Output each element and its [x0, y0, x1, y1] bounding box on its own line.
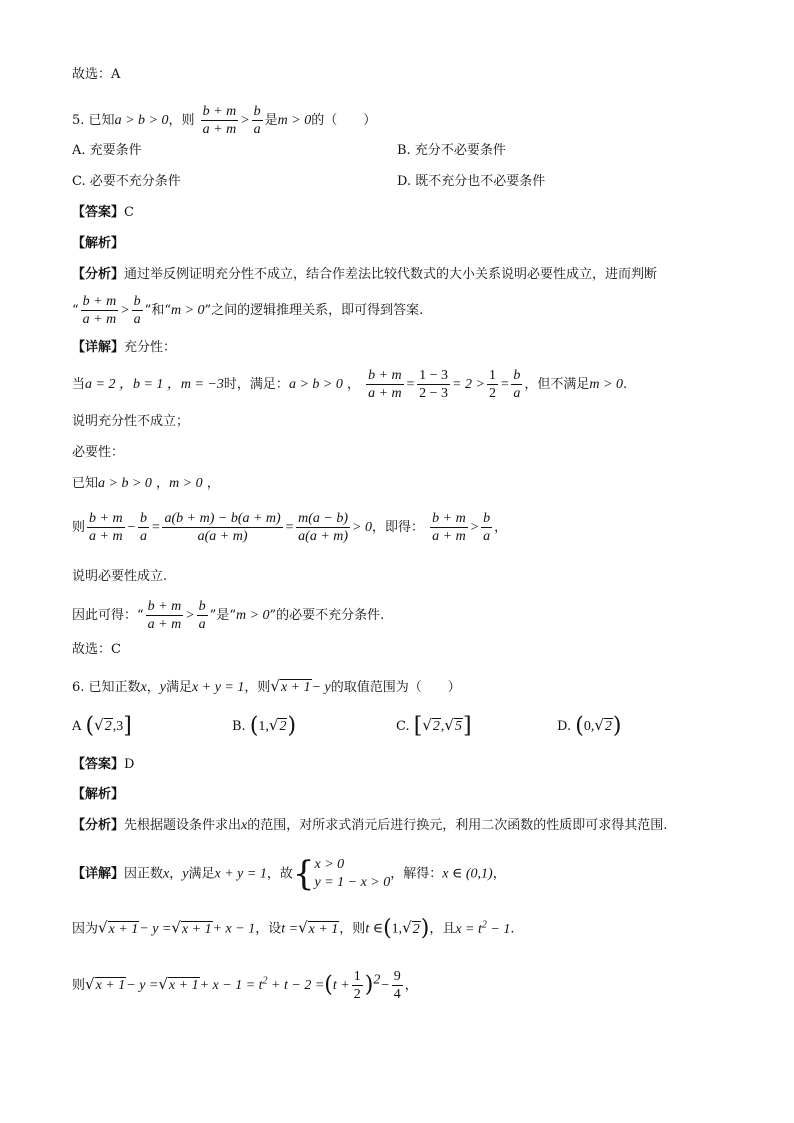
fraction: $\frac{1}{2}$: [353, 969, 361, 1002]
q5-option-b[interactable]: B. 充分不必要条件: [397, 143, 506, 158]
q5-option-c[interactable]: C. 必要不充分条件: [72, 174, 181, 189]
q5-not-sufficient: 说明充分性不成立；: [72, 414, 190, 429]
q6-analysis-heading: 【解析】: [72, 787, 125, 802]
fraction: $\frac{b + m}{a + m}$: [82, 294, 117, 327]
q5-detail-heading: 【详解】充分性：: [72, 340, 177, 355]
fraction: $\frac{b + m}{a + m}$: [202, 104, 237, 137]
q5-counterexample: 当a = 2 ，b = 1 ，m = −3时，满足：a > b > 0 ， $\frac{b + m}{a + m}$ = $\frac{1 - 3}{2 - 3}$ = 2 > $\frac{1}{2}$ = $\frac{b}{a}$ ，但不满足m > 0.: [72, 368, 628, 401]
q6-detail: 【详解】因正数x，y满足x + y = 1，故{ x > 0 y = 1 − x > 0 ，解得：x ∈ (0,1)，: [72, 854, 506, 894]
fraction: $\frac{b}{a}$: [133, 294, 141, 327]
fraction: $\frac{b + m}{a + m}$: [432, 511, 466, 544]
fraction: $\frac{b + m}{a + m}$: [89, 511, 123, 544]
fraction: $\frac{b}{a}$: [483, 511, 491, 544]
q5-conclusion: 因此可得：“ $\frac{b + m}{a + m}$ > $\frac{b}{a}$ ”是“m > 0”的必要不充分条件.: [72, 599, 385, 632]
q5-analysis-heading: 【解析】: [72, 236, 125, 251]
q5-answer: 【答案】C: [72, 205, 134, 220]
q6-stem: 6. 已知正数x，y满足x + y = 1，则√x + 1− y的取值范围为（ ）: [72, 677, 461, 695]
fraction: $\frac{b + m}{a + m}$: [147, 599, 182, 632]
q5-option-a[interactable]: A. 充要条件: [72, 143, 142, 158]
fraction: $\frac{b}{a}$: [253, 104, 261, 137]
fraction: $\frac{a(b + m) - b(a + m)}{a(a + m)}$: [164, 511, 281, 544]
q5-known: 已知a > b > 0 ，m > 0 ，: [72, 476, 220, 491]
q5-option-d[interactable]: D. 既不充分也不必要条件: [397, 174, 546, 189]
q6-answer: 【答案】D: [72, 757, 135, 772]
fraction: $\frac{b}{a}$: [513, 368, 521, 401]
q6-option-c[interactable]: C. [√2,√5]: [396, 713, 472, 739]
q6-substitution: 因为√x + 1− y =√x + 1+ x − 1，设t =√x + 1，则t ∈(1,√2)，且$x = t^2 - 1$.: [72, 916, 515, 942]
q5-final: 故选：C: [72, 642, 121, 657]
q6-fenxi: 【分析】先根据题设条件求出x的范围，对所求式消元后进行换元，利用二次函数的性质即可求得其范围.: [72, 818, 668, 833]
q5-number: 5.: [72, 113, 85, 128]
q5-subtraction: 则 $\frac{b + m}{a + m}$ − $\frac{b}{a}$ = $\frac{a(b + m) - b(a + m)}{a(a + m)}$ = $\frac{m(a - b)}{a(a + m)}$ > 0，即得： $\frac{b + m}{a + m}$ > $\frac{b}{a}$ ，: [72, 511, 508, 544]
fraction: $\frac{1 - 3}{2 - 3}$: [419, 368, 449, 401]
q5-fenxi: 【分析】通过举反例证明充分性不成立，结合作差法比较代数式的大小关系说明必要性成立，进而判断: [72, 267, 658, 282]
q5-fenxi-cont: “ $\frac{b + m}{a + m}$ > $\frac{b}{a}$ ”和“m > 0”之间的逻辑推理关系，即可得到答案.: [72, 294, 424, 327]
q6-option-b[interactable]: B. (1,√2): [232, 713, 297, 739]
fraction: $\frac{m(a - b)}{a(a + m)}$: [298, 511, 349, 544]
q5-necessity: 必要性：: [72, 445, 125, 460]
q6-quadratic: 则$√x + 1- y =√x + 1+ x - 1 = t^2 + t - 2 =(t$ + $\frac{1}{2}$ )$^2$− $\frac{9}{4}$ ，: [72, 969, 418, 1002]
q5-stem: 5. 已知a > b > 0，则 $\frac{b + m}{a + m}$ > $\frac{b}{a}$ 是m > 0的（ ）: [72, 104, 377, 137]
fraction: $\frac{b}{a}$: [198, 599, 206, 632]
q6-option-d[interactable]: D. (0,√2): [557, 713, 622, 739]
q5-condition: a > b > 0: [114, 113, 169, 128]
fraction: $\frac{1}{2}$: [488, 368, 496, 401]
q5-necessary-holds: 说明必要性成立.: [72, 569, 168, 584]
fraction: $\frac{b + m}{a + m}$: [368, 368, 402, 401]
previous-answer: 故选：A: [72, 67, 121, 82]
fraction: $\frac{9}{4}$: [393, 969, 401, 1002]
q6-option-a[interactable]: A (√2,3]: [72, 713, 132, 739]
fraction: $\frac{b}{a}$: [140, 511, 148, 544]
